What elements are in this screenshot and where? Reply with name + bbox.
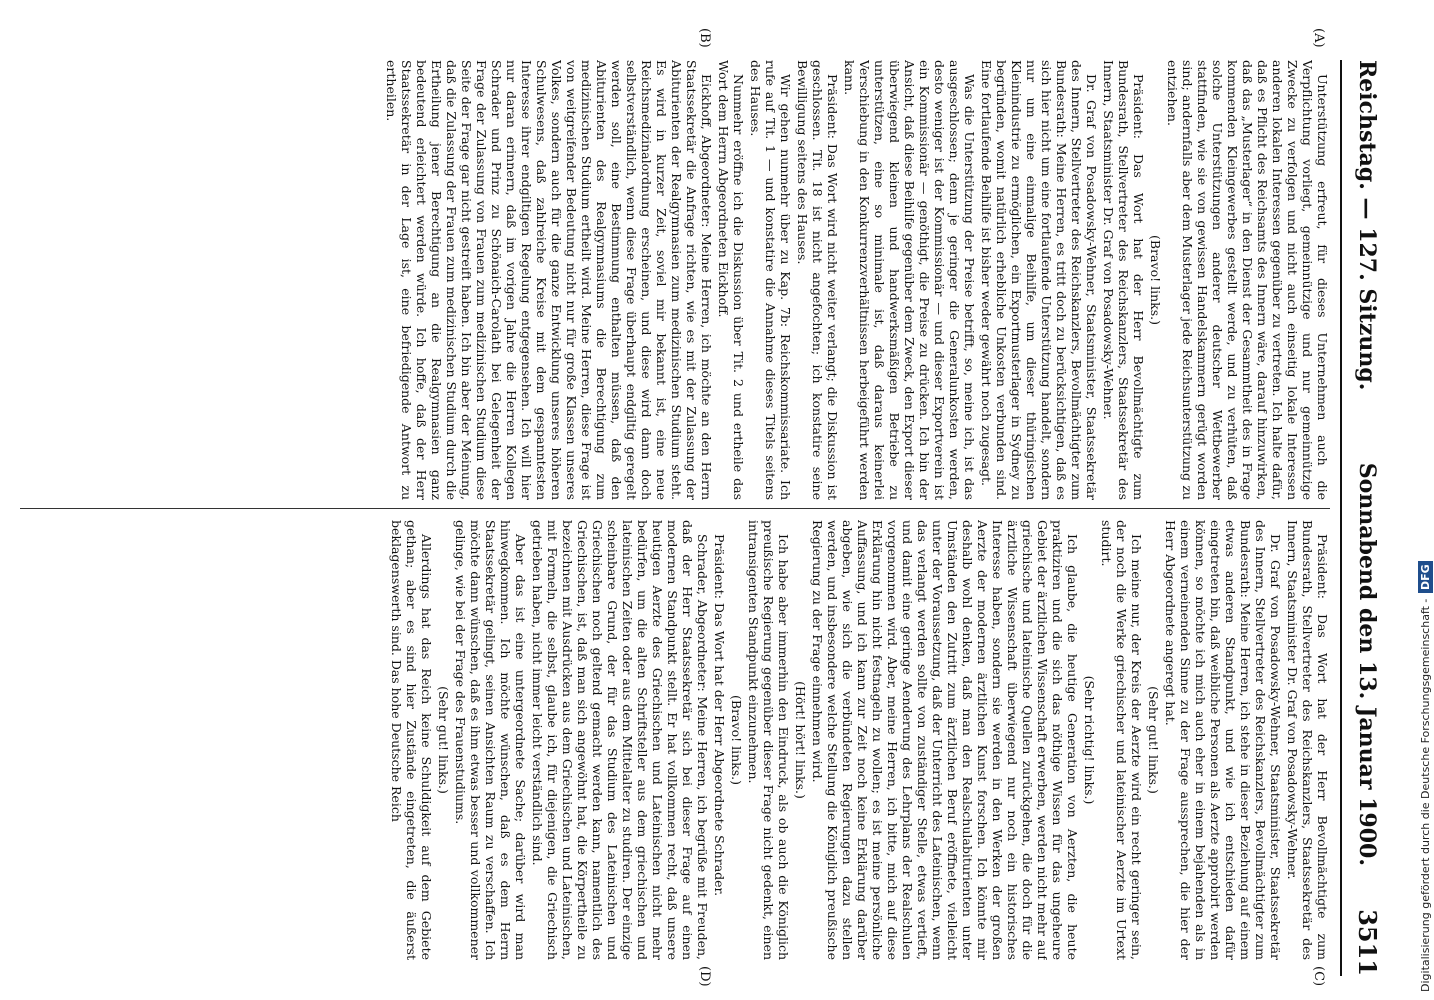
paragraph: Präsident: Das Wort hat der Herr Bevollmächtigte zum Bundesrath, Stellvertreter des Reichskanzlers, Staatssekretär des Innern, Staatsminister Dr. Graf von Posadowsky-Wehner.: [1101, 60, 1146, 500]
digitization-credit: [1418, 8, 1433, 992]
margin-marker-b: (B): [697, 28, 712, 48]
paragraph: Präsident: Das Wort hat der Herr Bevollmächtigte zum Bundesrath, Stellvertreter des Reichskanzlers, Staatssekretär des Innern, Staatsminister Dr. Graf von Posadowsky-Wehner.: [1285, 520, 1330, 960]
paragraph: Schrader, Abgeordneter: Meine Herren, ich begrüße mit Freuden, daß der Herr Staatssekretär sich bei dieser Frage auf einen modernen Standpunkt stellt. Er hat vollkommen recht, daß unsere heutigen Aerzte des Griechischen und Lateinischen nicht mehr bedürfen, um die alten Schriftsteller aus dem griechischen und lateinischen Zeiten oder aus dem Mittelalter zu studiren. Der einzige scheinbare Grund, der für das Studium des Lateinischen und Griechischen noch geltend gemacht werden kann, namentlich des Griechischen, ist, daß man sich angewöhnt hat, die Körpertheile zu bezeichnen mit Ausdrücken aus dem Griechischen und Lateinischen, mit Formeln, die selbst, glaube ich, für diejenigen, die Griechisch getrieben haben, nicht immer leicht verständlich sind.: [530, 520, 710, 960]
paragraph: Ich glaube, die heutige Generation von Aerzten, die heute praktiziren und die sich das nöthige Wissen für das ungeheure Gebiet der ärztlichen Wissenschaft erwerben, werden nicht mehr auf griechische und lateinische Quellen zurückgehen, die doch für die ärztliche Wissenschaft überwiegend nur noch ein historisches Interesse haben, sondern sie werden in den Werken der großen Aerzte der modernen ärztlichen Kunst forschen. Ich könnte mir deshalb wohl denken, daß man den Realschulabiturienten unter Umständen den Zutritt zum ärztlichen Beruf eröffnete, vielleicht unter der Voraussetzung, daß der Unterricht des Lateinischen, wenn das verlangt werden sollte von zuständiger Stelle, etwas vertieft, und damit eine geringe Aenderung des Lehrplans der Realschulen vorgenommen wird. Aber, meine Herren, ich bitte, mich auf diese Erklärung hin nicht festnageln zu wollen; es ist meine persönliche Auffassung, und ich kann zur Zeit noch keine Erklärung darüber abgeben, wie sich die verbündeten Regierungen dazu stellen werden, und insbesondere welche Stellung die Königlich preußische Regierung zu der Frage einnehmen wird.: [810, 520, 1080, 960]
paragraph: Allerdings hat das Reich keine Schuldigkeit auf dem Gebiete gethan; aber es sind hier Zustände eingetreten, die äußerst beklagenswerth sind. Das hohe Deutsche Reich: [389, 520, 434, 960]
paragraph: Ich habe aber immerhin den Eindruck, als ob auch die Königlich preußische Regierung gegenüber dieser Frage nicht gedenkt, einen intransigenten Standpunkt einzunehmen.: [746, 520, 791, 960]
column-divider: [20, 508, 1330, 509]
page-header: [1340, 60, 1388, 976]
right-column: [20, 520, 1330, 960]
paragraph: Dr. Graf von Posadowsky-Wehner, Staatsminister, Staatssekretär des Innern, Stellvertreter des Reichskanzlers, Bevollmächtigter zum Bundesrath: Meine Herren, ich stehe in dieser Beziehung auf einem etwas anderen Standpunkt, und wie ich entschieden dafür eingetreten bin, daß weibliche Personen als Aerzte approbirt werden können, so möchte ich mich auch eher in einem bejahenden als in einem verneinenden Sinne zu der Frage aussprechen, die hier der Herr Abgeordnete angeregt hat.: [1163, 520, 1283, 960]
paragraph: Wir gehen nunmehr über zu Kap. 7b: Reichskommissariate. Ich rufe auf Tit. 1 — und konstatire die Annahme dieses Titels seitens des Hauses.: [748, 60, 793, 500]
interjection: (Sehr richtig! links.): [1082, 675, 1097, 805]
dfg-logo: DFG: [1418, 561, 1433, 593]
interjection: (Hört! hört! links.): [793, 681, 808, 799]
page-number: 3511: [1353, 909, 1382, 976]
left-column: [20, 60, 1330, 500]
paragraph: Ich meine nur, der Kreis der Aerzte wird ein recht geringer sein, der noch die Werke griechischer und lateinischer Aerzte im Urtext studirt.: [1099, 520, 1144, 960]
margin-marker-d: (D): [697, 966, 712, 987]
interjection: (Bravo! links.): [1148, 235, 1163, 325]
paragraph: Was die Unterstützung der Preise betrifft, so, meine ich, ist das ausgeschlossen; denn je geringer die Generalunkosten werden, desto weniger ist der Kommissionär — und dieser Exportverein ist ein Kommissionär — genöthigt, die Preise zu drücken. Ich bin der Ansicht, daß diese Beihilfe gegenüber dem Zweck, den Export dieser überwiegend kleinen und handwerksmäßigen Betriebe zu unterstützen, eine so minimale ist, daß daraus keinerlei Verschiebung in den Konkurrenzverhältnissen herbeigeführt werden kann.: [842, 60, 977, 500]
header-left: Reichstag. — 127. Sitzung.: [1354, 60, 1380, 391]
margin-marker-a: (A): [1311, 28, 1326, 48]
paragraph: Präsident: Das Wort hat der Herr Abgeordnete Schrader.: [712, 534, 727, 897]
paragraph: Dr. Graf von Posadowsky-Wehner, Staatsminister, Staatssekretär des Innern, Stellvertreter des Reichskanzlers, Bevollmächtigter zum Bundesrath: Meine Herren, es tritt doch zu berücksichtigen, daß es sich hier nicht um eine fortlaufende Unterstützung handelt, sondern nur um eine einmalige Beihilfe, um dieser thüringischen Kleinindustrie zu ermöglichen, ein Exportmusterlager in Sydney zu begründen, womit natürlich erhebliche Unkosten verbunden sind. Eine fortlaufende Beihilfe ist bisher weder gewährt noch zugesagt.: [979, 60, 1099, 500]
interjection: (Bravo! links.): [729, 695, 744, 785]
interjection: (Sehr gut! links.): [1146, 686, 1161, 794]
margin-marker-c: (C): [1311, 966, 1326, 987]
paragraph: Nunmehr eröffne ich die Diskussion über Tit. 2 und ertheile das Wort dem Herrn Abgeordneten Eickhoff.: [716, 60, 746, 500]
header-date: Sonnabend den 13. Januar 1900.: [1354, 462, 1380, 866]
paragraph: Aber das ist eine untergeordnete Sache; darüber wird man hinwegkommen. Ich möchte wünschen, daß es dem Herrn Staatssekretär gelingt, seinen Ansichten Raum zu verschaffen. Ich möchte dann wünschen, daß es ihm etwas besser und vollkommener gelinge, wie bei der Frage des Frauenstudiums.: [453, 520, 528, 960]
paragraph: Unterstützung erfreut, für dieses Unternehmen auch die Verpflichtung vorliegt, gemeinnützige und nur gemeinnützige Zwecke zu verfolgen und nicht auch einseitig lokale Interessen anderen lokalen Interessen gegenüber zu vertreten. Ich halte dafür, daß es Pflicht des Reichsamts des Innern wäre, darauf hinzuwirken, daß das „Musterlager“ in den Dienst der Gesammtheit des in Frage kommenden Kleingewerbes gestellt werde, und zu verhüten, daß solche Unterstützungen anderer deutscher Wettbewerber stattfinden, wie sie von gewissen Handelskammern gerügt worden sind; andernfalls aber dem Musterlager jede Reichsunterstützung zu entziehen.: [1165, 60, 1330, 500]
credit-text: Digitalisierung gefördert durch die Deutsche Forschungsgemeinschaft -: [1419, 598, 1432, 992]
interjection: (Sehr gut! links.): [436, 686, 451, 794]
paragraph: Eickhoff, Abgeordneter: Meine Herren, ich möchte an den Herrn Staatssekretär die Anfrage richten, wie es mit der Zulassung der Abiturienten der Realgymnasien zum medizinischen Studium steht. Es wird in kurzer Zeit, soviel mir bekannt ist, eine neue Reichsmedizinalordnung erscheinen, und diese wird dann doch selbstverständlich, wenn diese Frage überhaupt endgiltig geregelt werden soll, eine Bestimmung enthalten müssen, daß den Abiturienten des Realgymnasiums die Berechtigung zum medizinischen Studium ertheilt wird. Meine Herren, diese Frage ist von weitgreifender Bedeutung nicht nur für große Klassen unseres Volkes, sondern auch für die ganze Entwicklung unseres höheren Schulwesens, daß zahlreiche Kreise mit dem gespanntesten Interesse ihrer endgiltigen Regelung entgegensehen. Ich will hier nur daran erinnern, daß im vorigen Jahre die Herren Kollegen Schrader und Prinz zu Schönaich-Carolath bei Gelegenheit der Frage der Zulassung von Frauen zum medizinischen Studium diese Seite der Frage gar nicht gestreift haben. Ich bin aber der Meinung, daß die Zulassung der Frauen zum medizinischen Studium durch die Ertheilung jener Berechtigung an die Realgymnasien ganz bedeutend erleichtert werden würde. Ich hoffe, daß der Herr Staatssekretär in der Lage ist, eine befriedigende Antwort zu ertheilen.: [384, 60, 714, 500]
paragraph: Präsident: Das Wort wird nicht weiter verlangt; die Diskussion ist geschlossen. Tit. 18 ist nicht angefochten; ich konstatire seine Bewilligung seitens des Hauses.: [795, 60, 840, 500]
